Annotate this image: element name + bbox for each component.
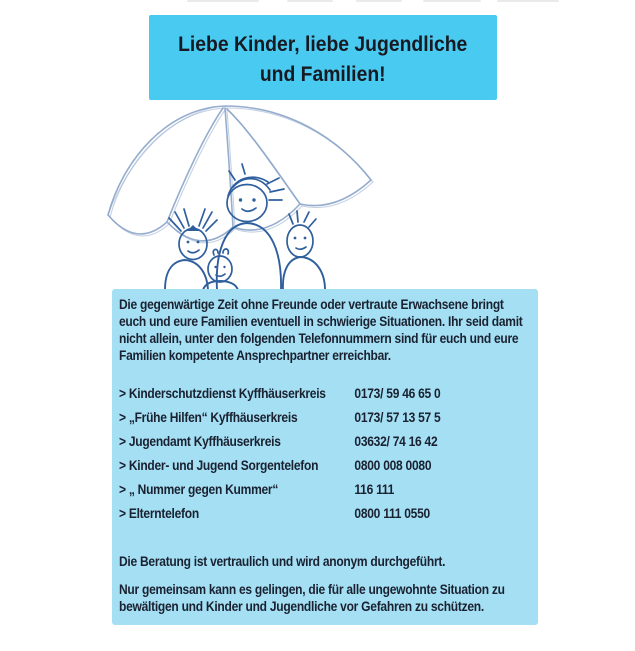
intro-paragraph: Die gegenwärtige Zeit ohne Freunde oder vertraute Erwachsene bringt euch und eure Familien eventuell in schwierige Situationen. Ihr seid damit nicht allein, unter den folgenden Telefonnummern sind für euch und eure Familien kompetente Ansprechpartner erreichbar. [119, 297, 523, 363]
list-item [119, 507, 531, 522]
hotline-label: > Elterntelefon [119, 506, 199, 521]
child-figure [203, 249, 238, 290]
info-box [112, 289, 538, 625]
list-item [119, 411, 531, 426]
scan-artifacts [0, 0, 635, 3]
family-figures [165, 164, 325, 290]
family-umbrella-illustration [95, 100, 395, 290]
boy-figure [283, 211, 325, 290]
list-item [119, 387, 531, 402]
hotline-label: > Kinderschutzdienst Kyffhäuserkreis [119, 386, 326, 401]
hotline-number: 03632/ 74 16 42 [354, 434, 438, 449]
list-item [119, 459, 531, 474]
hotline-label: > „Frühe Hilfen“ Kyffhäuserkreis [119, 410, 298, 425]
info-box-content [119, 296, 531, 615]
confidentiality-note: Die Beratung ist vertraulich und wird anonym durchgeführt. [119, 553, 446, 569]
page-title-line1: Liebe Kinder, liebe Jugendliche [178, 32, 468, 56]
title-banner [149, 15, 497, 100]
hotline-label: > Kinder- und Jugend Sorgentelefon [119, 458, 319, 473]
list-item [119, 435, 531, 450]
hotline-label: > Jugendamt Kyffhäuserkreis [119, 434, 281, 449]
hotline-label: > „ Nummer gegen Kummer“ [119, 482, 279, 497]
hotline-number: 116 111 [354, 482, 395, 497]
hotline-number: 0173/ 57 13 57 5 [354, 410, 441, 425]
hotline-number: 0800 008 0080 [354, 458, 432, 473]
page-title [149, 15, 496, 89]
closing-note: Nur gemeinsam kann es gelingen, die für alle ungewohnte Situation zu bewältigen und Kinder und Jugendliche vor Gefahren zu schützen. [119, 581, 505, 614]
page-title-line2: und Familien! [259, 62, 386, 86]
umbrella-icon [108, 106, 373, 243]
girl-figure [165, 209, 217, 290]
hotline-number: 0800 111 0550 [354, 506, 430, 521]
hotline-number: 0173/ 59 46 65 0 [354, 386, 441, 401]
hotline-list [119, 387, 531, 522]
list-item [119, 483, 531, 498]
